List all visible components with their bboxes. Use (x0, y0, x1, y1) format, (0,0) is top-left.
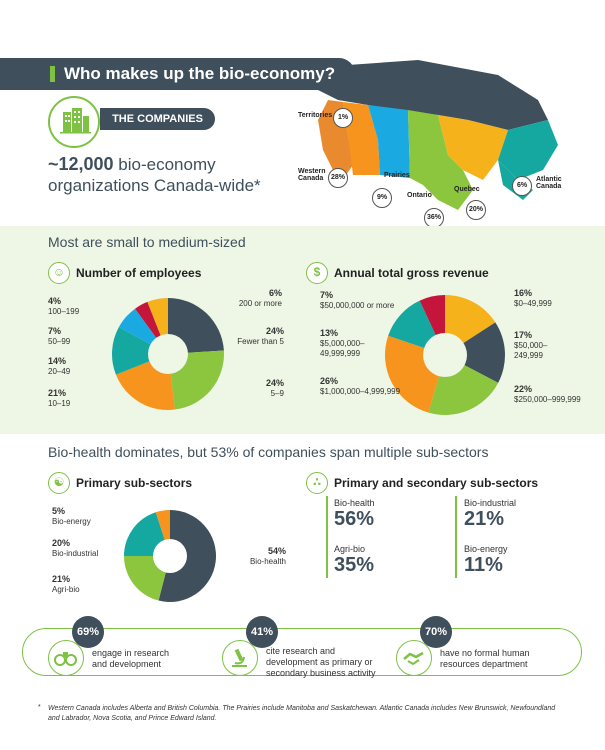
rev-label-0: 16% $0–49,999 (514, 288, 552, 308)
company-desc-line1: bio-economy (113, 155, 216, 174)
secondary-item-industrial: Bio-industrial 21% (464, 498, 517, 530)
prim-label-industrial: 20% Bio-industrial (52, 538, 99, 558)
prim-label-agri: 21% Agri-bio (52, 574, 80, 594)
prim-label-energy: 5% Bio-energy (52, 506, 91, 526)
primary-title: Primary sub-sectors (76, 476, 193, 490)
map-label-western: Western Canada (298, 168, 326, 182)
emp-label-10-19: 21% 10–19 (48, 388, 71, 408)
revenue-title: Annual total gross revenue (334, 266, 489, 280)
map-label-atlantic: Atlantic Canada (536, 176, 562, 190)
buildings-icon (48, 96, 100, 148)
divider-right (455, 496, 457, 578)
prim-label-health: 54% Bio-health (249, 546, 286, 566)
stat-text-rd: engage in research and development (92, 648, 170, 669)
employees-title: Number of employees (76, 266, 202, 280)
secondary-item-agri: Agri-bio 35% (334, 544, 375, 576)
primary-donut (120, 506, 220, 606)
map-pct-atlantic: 6% (512, 176, 532, 196)
emp-label-200-more: 6% 200 or more (238, 288, 282, 308)
stat-pct-rd: 69% (72, 616, 104, 648)
map-pct-prairies: 9% (372, 188, 392, 208)
people-icon: ☺ (48, 262, 70, 284)
rev-label-250k: 22% $250,000–999,999 (514, 384, 581, 404)
divider-left (326, 496, 328, 578)
emp-label-20-49: 14% 20–49 (48, 356, 71, 376)
company-desc-line2: organizations Canada-wide* (48, 176, 261, 195)
stat-text-primary-rd: cite research and development as primary or secondary business activity (266, 646, 376, 678)
emp-label-5-9: 24% 5–9 (265, 378, 284, 398)
header-accent (50, 66, 55, 82)
stat-pct-primary-rd: 41% (246, 616, 278, 648)
network-icon: ∴ (306, 472, 328, 494)
secondary-item-health: Bio-health 56% (334, 498, 375, 530)
company-count-text (48, 154, 261, 196)
secondary-item-energy: Bio-energy 11% (464, 544, 508, 576)
health-section-title: Bio-health dominates, but 53% of companies span multiple sub-sectors (48, 444, 489, 460)
emp-label-50-99: 7% 50–99 (48, 326, 71, 346)
microscope-icon (222, 640, 258, 676)
map-pct-western: 28% (328, 168, 348, 188)
emp-label-fewer-5: 24% Fewer than 5 (237, 326, 284, 346)
revenue-donut (380, 290, 510, 420)
footnote-mark: * (38, 704, 41, 711)
stat-pct-hr: 70% (420, 616, 452, 648)
map-label-territories: Territories (298, 112, 333, 119)
map-label-ontario: Ontario (407, 192, 432, 199)
employees-donut-hole (148, 334, 188, 374)
footnote: Western Canada includes Alberta and British Columbia. The Prairies include Manitoba and Saskatchewan. Atlantic Canada includes New Brunswick, Newfoundland and Labrador, Nova Scotia, and Prince Edward Island. (48, 705, 556, 722)
page-title: Who makes up the bio-economy? (64, 64, 336, 83)
map-pct-ontario: 36% (424, 208, 444, 228)
size-section-title: Most are small to medium-sized (48, 234, 246, 250)
dollar-icon: $ (306, 262, 328, 284)
rev-label-50m: 7% $50,000,000 or more (320, 290, 395, 310)
canada-map (298, 60, 598, 230)
map-pct-quebec: 20% (466, 200, 486, 220)
map-label-quebec: Quebec (454, 186, 480, 193)
stat-text-hr: have no formal human resources department (440, 648, 530, 669)
map-pct-territories: 1% (333, 108, 353, 128)
map-label-prairies: Prairies (384, 172, 410, 179)
revenue-donut-hole (423, 333, 467, 377)
company-count: ~12,000 (48, 154, 114, 174)
companies-pill: THE COMPANIES (100, 108, 215, 130)
employees-donut (108, 294, 228, 414)
emp-label-100-199: 4% 100–199 (48, 296, 80, 316)
rev-label-50k: 17% $50,000–249,999 (514, 330, 548, 360)
binoculars-icon (48, 640, 84, 676)
secondary-title: Primary and secondary sub-sectors (334, 476, 539, 490)
rev-label-5m: 13% $5,000,000–49,999,999 (320, 328, 365, 358)
handshake-icon (396, 640, 432, 676)
rev-label-1m: 26% $1,000,000–4,999,999 (320, 376, 401, 396)
nodes-icon: ☯ (48, 472, 70, 494)
primary-donut-hole (153, 539, 187, 573)
